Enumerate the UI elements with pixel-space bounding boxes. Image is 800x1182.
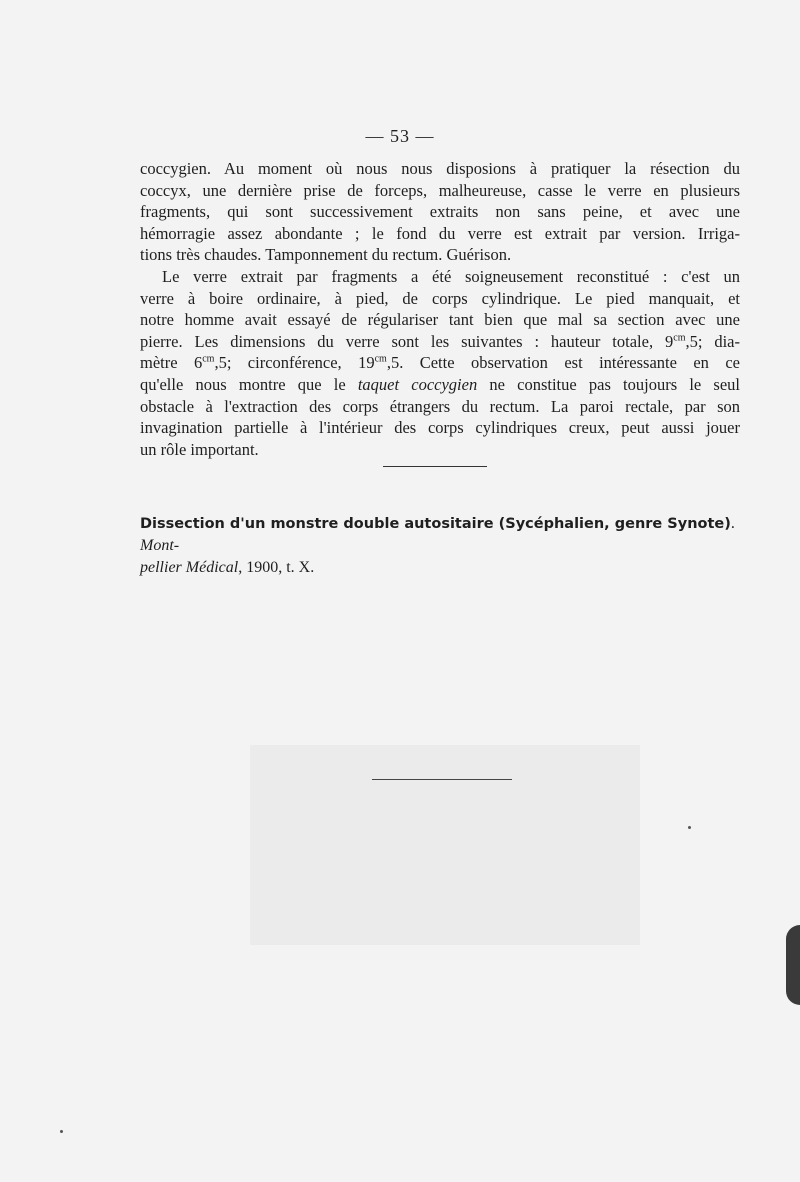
text-line: hémorragie assez abondante ; le fond du verre est extrait par version. Irriga- — [140, 223, 740, 243]
closing-divider — [372, 779, 512, 780]
text-line: coccygien. Au moment où nous nous disposions à pratiquer la résection du — [140, 159, 740, 178]
page-edge-tab — [786, 925, 800, 1005]
speck — [688, 826, 691, 829]
text-line: invagination partielle à l'intérieur des corps cylindriques creux, peut aussi jouer — [140, 418, 740, 438]
superscript-unit: cm — [202, 353, 215, 365]
reference-journal-part: pellier Médical — [140, 559, 239, 576]
page-number: — 53 — — [365, 126, 435, 146]
superscript-unit: cm — [673, 332, 686, 344]
text-line: un rôle important. — [140, 439, 259, 459]
text-line: verre à boire ordinaire, à pied, de corps cylindrique. Le pied manquait, et — [140, 288, 740, 308]
speck — [60, 1130, 63, 1133]
reference-journal-part: Mont- — [140, 537, 180, 554]
bleed-through-shadow — [250, 745, 640, 945]
text-fragment: ,5; circonférence, 19 — [214, 353, 375, 373]
text-fragment: ne constitue pas toujours le seul — [477, 374, 740, 394]
text-line: Le verre extrait par fragments a été soigneusement reconstitué : c'est un — [162, 266, 740, 286]
text-fragment: qu'elle nous montre que le — [140, 374, 358, 394]
text-fragment: pierre. Les dimensions du verre sont les suivantes : hauteur totale, 9 — [140, 331, 674, 351]
emphasis-term: taquet coccygien — [357, 374, 478, 394]
text-line — [140, 352, 740, 374]
text-line — [140, 374, 740, 396]
body-text — [140, 158, 740, 460]
reference-title: Dissection d'un monstre double autositaire (Sycéphalien, genre Synote) — [140, 516, 731, 532]
text-fragment: ,5. Cette observation est intéressante en ce — [386, 353, 740, 373]
text-fragment: mètre 6 — [140, 353, 203, 373]
text-line: notre homme avait essayé de régulariser tant bien que mal sa section avec une — [140, 310, 740, 330]
text-line: tions très chaudes. Tamponnement du rectum. Guérison. — [140, 245, 512, 265]
text-line: coccyx, une dernière prise de forceps, malheureuse, casse le verre en plusieurs — [140, 180, 740, 200]
text-fragment: ,5; dia- — [685, 331, 740, 351]
text-line — [140, 331, 740, 353]
text-line: fragments, qui sont successivement extraits non sans peine, et avec une — [140, 202, 740, 222]
reference-tail: , 1900, t. X. — [238, 559, 315, 576]
reference-separator: . — [730, 515, 735, 532]
bibliographic-reference — [140, 513, 740, 579]
section-divider — [383, 466, 487, 467]
superscript-unit: cm — [374, 353, 387, 365]
text-line: obstacle à l'extraction des corps étrangers du rectum. La paroi rectale, par son — [140, 396, 740, 416]
